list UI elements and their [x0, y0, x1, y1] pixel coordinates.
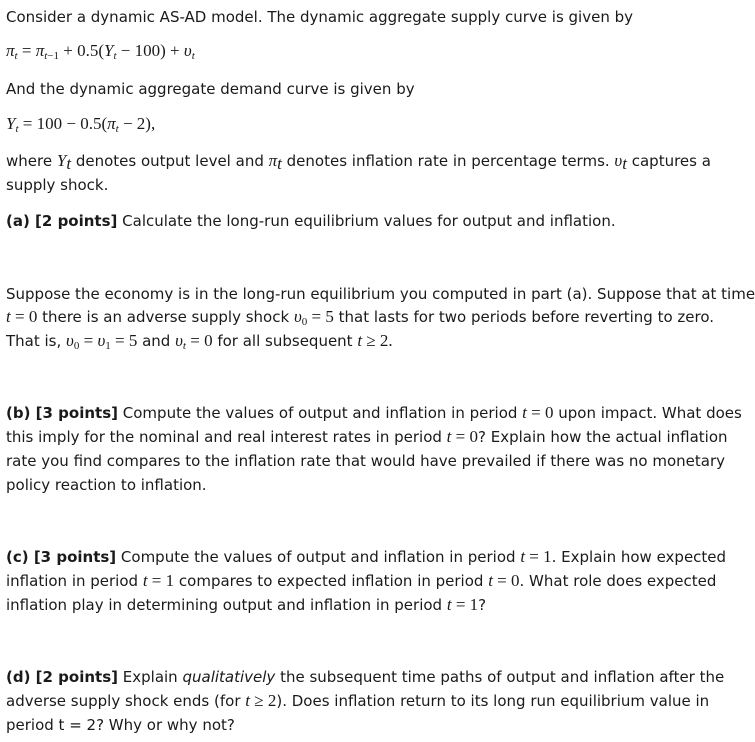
shock-line-2: t = 0 there is an adverse supply shock $\upsilon_0 = 5$ that lasts for two periods before reverting to zero. — [6, 307, 715, 328]
part-b-line-1: (b) [3 points] Compute the values of output and inflation in period t = 0 upon impact. What does — [6, 403, 742, 422]
where-line: where $Y_t$ denotes output level and $\pi_t$ denotes inflation rate in percentage terms. $\upsilon_t$ captures a — [6, 151, 711, 173]
part-b-line-3: rate you find compares to the inflation rate that would have prevailed if there was no monetary — [6, 452, 725, 470]
intro-sentence: Consider a dynamic AS-AD model. The dynamic aggregate supply curve is given by — [6, 8, 634, 26]
part-b-line-2: this imply for the nominal and real interest rates in period t = 0? Explain how the actual inflation — [6, 427, 728, 446]
part-a-label: (a) [2 points] — [6, 212, 118, 230]
part-c-line-2: inflation in period t = 1 compares to expected inflation in period t = 0. What role does expected — [6, 571, 717, 590]
part-c-line-1: (c) [3 points] Compute the values of output and inflation in period t = 1. Explain how expected — [6, 547, 727, 566]
part-b-line-4: policy reaction to inflation. — [6, 476, 207, 494]
part-d-line-2: adverse supply shock ends (for t ≥ 2). Does inflation return to its long run equilibrium value in — [6, 691, 710, 710]
part-c-line-3: inflation play in determining output and inflation in period t = 1? — [6, 595, 487, 614]
part-d-line-1: (d) [2 points] Explain qualitatively the subsequent time paths of output and inflation after the — [6, 668, 725, 686]
part-d-label: (d) [2 points] — [6, 668, 119, 686]
part-d-line-3: period t = 2? Why or why not? — [6, 716, 235, 734]
part-c-label: (c) [3 points] — [6, 548, 117, 566]
ad-equation: $Y_t = 100 - 0.5(\pi_t - 2)$, — [6, 114, 156, 135]
shock-line-1: Suppose the economy is in the long-run equilibrium you computed in part (a). Suppose that at time — [6, 285, 755, 303]
as-equation: $\pi_t = \pi_{t-1} + 0.5(Y_t - 100) + \upsilon_t$ — [6, 41, 195, 62]
where-line-2: supply shock. — [6, 176, 109, 194]
shock-line-3: That is, $\upsilon_0 = \upsilon_1 = 5$ and $\upsilon_t = 0$ for all subsequent t ≥ 2. — [6, 331, 393, 352]
ad-sentence: And the dynamic aggregate demand curve is given by — [6, 80, 415, 98]
part-b-label: (b) [3 points] — [6, 404, 119, 422]
part-a: (a) [2 points] Calculate the long-run equilibrium values for output and inflation. — [6, 212, 616, 230]
